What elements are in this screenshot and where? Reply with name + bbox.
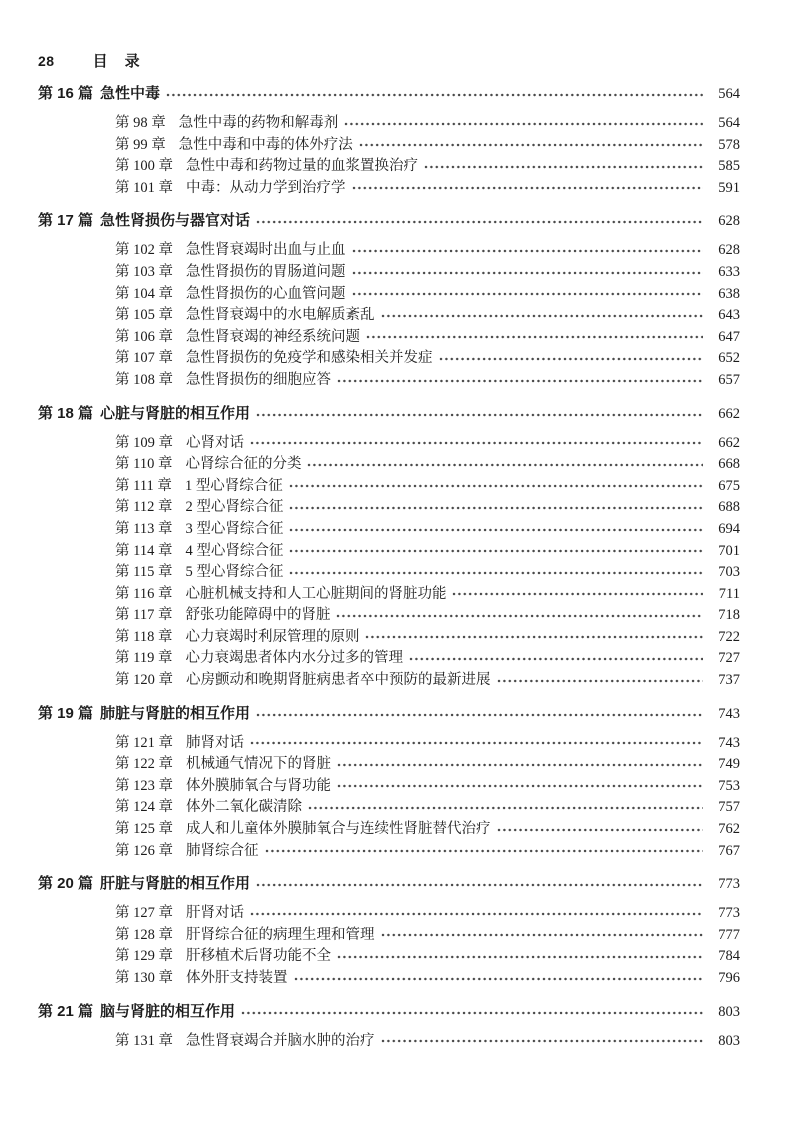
chapter-page-number: 727 xyxy=(718,650,740,667)
chapter-title: 急性中毒和药物过量的血浆置换治疗 xyxy=(186,158,418,175)
toc-section-row xyxy=(38,702,740,724)
section-title: 心脏与肾脏的相互作用 xyxy=(100,404,251,422)
chapter-page-number: 757 xyxy=(718,799,740,816)
dot-leader xyxy=(250,436,703,449)
toc-chapter-row xyxy=(38,346,740,368)
chapter-label: 第 108 章 xyxy=(115,371,173,388)
chapter-title: 中毒：从动力学到治疗学 xyxy=(186,179,346,196)
chapter-page-number: 633 xyxy=(718,263,740,280)
chapter-label: 第 104 章 xyxy=(115,285,173,302)
toc-chapter-row xyxy=(38,839,740,861)
dot-leader xyxy=(241,1006,703,1019)
chapter-page-number: 777 xyxy=(718,926,740,943)
dot-leader xyxy=(294,972,704,985)
dot-leader xyxy=(337,758,703,771)
chapter-label: 第 127 章 xyxy=(115,905,173,922)
chapter-title: 机械通气情况下的肾脏 xyxy=(186,756,331,773)
chapter-title: 舒张功能障碍中的肾脏 xyxy=(185,607,331,624)
chapter-label: 第 112 章 xyxy=(115,499,173,516)
chapter-page-number: 718 xyxy=(718,607,740,624)
chapter-title: 体外膜肺氧合与肾功能 xyxy=(186,777,331,794)
chapter-label: 第 123 章 xyxy=(115,777,173,794)
toc-chapter-row xyxy=(38,560,740,582)
chapter-title: 肝肾对话 xyxy=(186,905,244,922)
dot-leader xyxy=(337,779,703,792)
chapter-page-number: 564 xyxy=(718,115,740,131)
chapter-page-number: 628 xyxy=(718,242,740,259)
chapter-title: 急性肾损伤的胃肠道问题 xyxy=(186,263,346,280)
chapter-label: 第 128 章 xyxy=(115,926,173,943)
toc-chapter-row xyxy=(38,731,740,753)
toc-chapter-row xyxy=(38,368,740,390)
chapter-label: 第 100 章 xyxy=(115,158,173,175)
chapter-label: 第 131 章 xyxy=(115,1032,173,1049)
chapter-label: 第 111 章 xyxy=(115,477,172,494)
toc-chapter-row xyxy=(38,944,740,966)
dot-leader xyxy=(265,844,704,857)
chapter-label: 第 126 章 xyxy=(115,842,173,859)
chapter-title: 急性中毒的药物和解毒剂 xyxy=(178,115,339,131)
dot-leader xyxy=(452,587,703,600)
toc-chapter-row xyxy=(38,625,740,647)
chapter-page-number: 773 xyxy=(718,905,740,922)
dot-leader xyxy=(250,907,703,920)
section-label: 第 18 篇 xyxy=(38,404,94,422)
dot-leader xyxy=(497,823,704,836)
dot-leader xyxy=(409,652,703,665)
section-label: 第 17 篇 xyxy=(38,212,94,230)
dot-leader xyxy=(352,181,704,194)
chapter-page-number: 767 xyxy=(718,842,740,859)
toc-chapter-row xyxy=(38,774,740,796)
chapter-title: 急性肾损伤的免疫学和感染相关并发症 xyxy=(186,350,433,367)
dot-leader xyxy=(289,523,703,536)
chapter-page-number: 737 xyxy=(718,672,740,689)
dot-leader xyxy=(256,878,703,891)
section-label: 第 16 篇 xyxy=(38,85,94,102)
dot-leader xyxy=(336,609,703,622)
chapter-page-number: 694 xyxy=(718,520,740,537)
section-page-number: 662 xyxy=(718,405,740,422)
toc-chapter-row xyxy=(38,817,740,839)
section-label: 第 21 篇 xyxy=(38,1002,94,1020)
chapter-title: 急性中毒和中毒的体外疗法 xyxy=(178,136,353,153)
toc-section-row xyxy=(38,402,740,424)
toc-section-row xyxy=(38,1000,740,1022)
dot-leader xyxy=(439,352,704,365)
dot-leader xyxy=(381,1034,704,1047)
chapter-page-number: 585 xyxy=(718,158,740,175)
dot-leader xyxy=(308,801,703,814)
chapter-page-number: 638 xyxy=(718,285,740,302)
chapter-title: 心肾对话 xyxy=(186,434,244,451)
toc-chapter-row xyxy=(38,431,740,453)
chapter-title: 心力衰竭患者体内水分过多的管理 xyxy=(185,650,403,667)
dot-leader xyxy=(365,630,703,643)
chapter-label: 第 120 章 xyxy=(115,672,173,689)
dot-leader xyxy=(256,215,703,228)
dot-leader xyxy=(256,408,703,421)
chapter-title: 2 型心肾综合征 xyxy=(185,499,284,516)
chapter-label: 第 99 章 xyxy=(115,136,166,153)
chapter-page-number: 762 xyxy=(718,821,740,838)
chapter-label: 第 109 章 xyxy=(115,434,173,451)
section-title: 急性肾损伤与器官对话 xyxy=(100,212,251,230)
dot-leader xyxy=(289,544,703,557)
toc-chapter-row xyxy=(38,111,740,133)
chapter-label: 第 119 章 xyxy=(115,650,173,667)
dot-leader xyxy=(352,244,704,257)
chapter-label: 第 114 章 xyxy=(115,542,173,559)
toc-section-row xyxy=(38,209,740,231)
chapter-title: 体外肝支持装置 xyxy=(186,970,288,986)
section-page-number: 628 xyxy=(718,213,740,230)
chapter-label: 第 117 章 xyxy=(115,607,173,624)
table-of-contents xyxy=(38,82,740,1050)
section-title: 肺脏与肾脏的相互作用 xyxy=(100,704,251,722)
dot-leader xyxy=(256,708,703,721)
toc-chapter-row xyxy=(38,795,740,817)
toc-chapter-row xyxy=(38,752,740,774)
dot-leader xyxy=(344,117,703,130)
section-label: 第 19 篇 xyxy=(38,704,94,722)
toc-chapter-row xyxy=(38,176,740,198)
chapter-page-number: 643 xyxy=(718,307,740,324)
dot-leader xyxy=(289,566,703,579)
chapter-label: 第 122 章 xyxy=(115,756,173,773)
chapter-page-number: 784 xyxy=(718,948,740,965)
section-page-number: 564 xyxy=(718,86,740,102)
chapter-page-number: 743 xyxy=(718,734,740,751)
toc-section-row xyxy=(38,82,740,104)
chapter-title: 肝肾综合征的病理生理和管理 xyxy=(186,926,375,943)
toc-section-row xyxy=(38,872,740,894)
chapter-title: 肝移植术后肾功能不全 xyxy=(186,948,331,965)
dot-leader xyxy=(307,458,703,471)
chapter-title: 1 型心肾综合征 xyxy=(184,477,283,494)
chapter-label: 第 101 章 xyxy=(115,179,173,196)
dot-leader xyxy=(352,266,704,279)
chapter-title: 体外二氧化碳清除 xyxy=(186,799,302,816)
toc-chapter-row xyxy=(38,495,740,517)
chapter-title: 4 型心肾综合征 xyxy=(185,542,284,559)
chapter-page-number: 711 xyxy=(718,585,740,602)
section-label: 第 20 篇 xyxy=(38,875,94,893)
dot-leader xyxy=(337,950,703,963)
chapter-label: 第 125 章 xyxy=(115,821,173,838)
dot-leader xyxy=(289,479,703,492)
page-number: 28 xyxy=(38,53,55,69)
toc-chapter-row xyxy=(38,154,740,176)
dot-leader xyxy=(424,160,703,173)
toc-chapter-row xyxy=(38,238,740,260)
chapter-title: 成人和儿童体外膜肺氧合与连续性肾脏替代治疗 xyxy=(186,821,491,838)
chapter-label: 第 121 章 xyxy=(115,734,173,751)
toc-chapter-row xyxy=(38,901,740,923)
chapter-page-number: 675 xyxy=(718,477,740,494)
chapter-page-number: 703 xyxy=(718,564,740,581)
toc-chapter-row xyxy=(38,282,740,304)
toc-chapter-row xyxy=(38,668,740,690)
toc-chapter-row xyxy=(38,966,740,988)
toc-chapter-row xyxy=(38,260,740,282)
chapter-title: 心房颤动和晚期肾脏病患者卒中预防的最新进展 xyxy=(186,672,491,689)
toc-chapter-row xyxy=(38,452,740,474)
chapter-label: 第 106 章 xyxy=(115,328,173,345)
chapter-page-number: 578 xyxy=(718,136,740,153)
chapter-page-number: 722 xyxy=(718,628,740,645)
dot-leader xyxy=(337,374,703,387)
toc-chapter-row xyxy=(38,539,740,561)
chapter-title: 急性肾衰竭合并脑水肿的治疗 xyxy=(186,1032,375,1049)
toc-chapter-row xyxy=(38,582,740,604)
chapter-page-number: 657 xyxy=(718,371,740,388)
header-title: 目 录 xyxy=(92,53,141,70)
chapter-label: 第 118 章 xyxy=(115,628,173,645)
dot-leader xyxy=(366,330,703,343)
chapter-label: 第 105 章 xyxy=(115,307,173,324)
section-title: 急性中毒 xyxy=(100,85,161,102)
chapter-title: 3 型心肾综合征 xyxy=(185,520,284,537)
chapter-title: 急性肾衰竭时出血与止血 xyxy=(186,242,346,259)
chapter-title: 心力衰竭时利尿管理的原则 xyxy=(185,628,360,645)
chapter-label: 第 116 章 xyxy=(115,585,173,602)
toc-chapter-row xyxy=(38,1029,740,1051)
chapter-title: 急性肾损伤的心血管问题 xyxy=(186,285,346,302)
chapter-label: 第 103 章 xyxy=(115,263,173,280)
chapter-title: 急性肾衰竭的神经系统问题 xyxy=(186,328,360,345)
chapter-label: 第 115 章 xyxy=(115,564,173,581)
chapter-label: 第 102 章 xyxy=(115,242,173,259)
chapter-page-number: 591 xyxy=(718,179,740,196)
dot-leader xyxy=(289,501,703,514)
chapter-title: 5 型心肾综合征 xyxy=(185,564,284,581)
section-page-number: 773 xyxy=(718,876,740,893)
section-page-number: 803 xyxy=(718,1003,740,1020)
section-page-number: 743 xyxy=(718,705,740,722)
chapter-title: 心脏机械支持和人工心脏期间的肾脏功能 xyxy=(185,585,447,602)
chapter-title: 心肾综合征的分类 xyxy=(185,456,302,473)
dot-leader xyxy=(381,928,704,941)
chapter-page-number: 796 xyxy=(718,970,740,986)
toc-chapter-row xyxy=(38,303,740,325)
chapter-title: 肺肾对话 xyxy=(186,734,244,751)
chapter-title: 急性肾损伤的细胞应答 xyxy=(186,371,331,388)
chapter-label: 第 113 章 xyxy=(115,520,173,537)
chapter-page-number: 701 xyxy=(718,542,740,559)
chapter-title: 肺肾综合征 xyxy=(186,842,259,859)
chapter-label: 第 98 章 xyxy=(115,115,166,131)
chapter-page-number: 652 xyxy=(718,350,740,367)
chapter-label: 第 130 章 xyxy=(115,970,173,986)
dot-leader xyxy=(166,88,703,101)
chapter-page-number: 662 xyxy=(718,434,740,451)
chapter-label: 第 129 章 xyxy=(115,948,173,965)
toc-chapter-row xyxy=(38,603,740,625)
chapter-page-number: 753 xyxy=(718,777,740,794)
dot-leader xyxy=(250,736,703,749)
toc-chapter-row xyxy=(38,923,740,945)
dot-leader xyxy=(497,674,704,687)
toc-chapter-row xyxy=(38,325,740,347)
toc-chapter-row xyxy=(38,517,740,539)
chapter-title: 急性肾衰竭中的水电解质紊乱 xyxy=(186,307,375,324)
chapter-label: 第 110 章 xyxy=(115,456,173,473)
toc-chapter-row xyxy=(38,133,740,155)
page-header xyxy=(38,50,740,70)
chapter-page-number: 668 xyxy=(718,456,740,473)
section-title: 脑与肾脏的相互作用 xyxy=(100,1002,236,1020)
chapter-label: 第 107 章 xyxy=(115,350,173,367)
dot-leader xyxy=(359,138,703,151)
chapter-page-number: 688 xyxy=(718,499,740,516)
chapter-page-number: 647 xyxy=(718,328,740,345)
chapter-page-number: 803 xyxy=(718,1032,740,1049)
chapter-page-number: 749 xyxy=(718,756,740,773)
toc-chapter-row xyxy=(38,646,740,668)
dot-leader xyxy=(381,309,704,322)
chapter-label: 第 124 章 xyxy=(115,799,173,816)
section-title: 肝脏与肾脏的相互作用 xyxy=(100,875,251,893)
dot-leader xyxy=(352,287,704,300)
toc-chapter-row xyxy=(38,474,740,496)
